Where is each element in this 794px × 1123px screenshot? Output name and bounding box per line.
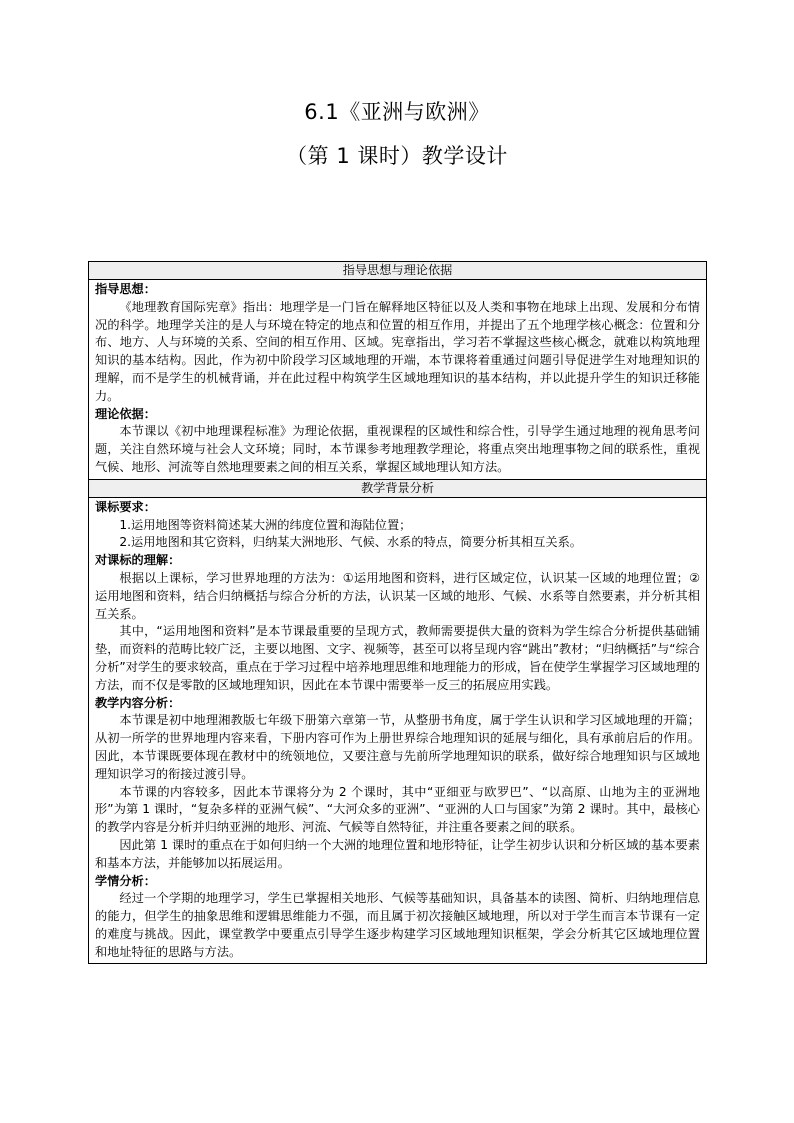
content-paragraph: 因此第 1 课时的重点在于如何归纳一个大洲的地理位置和地形特征，让学生初步认识和分析区域的基本要素和基本方法，并能够加以拓展运用。 xyxy=(95,837,700,870)
content-paragraph: 本节课是初中地理湘教版七年级下册第六章第一节，从整册书角度，属于学生认识和学习区域地理的开篇；从初一所学的世界地理内容来看，下册内容可作为上册世界综合地理知识的延展与细化，具有承前启后的作用。因此，本节课既要体现在教材中的统领地位，又要注意与先前所学地理知识的联系，做好综合地理知识与区域地理知识学习的衔接过渡引导。 xyxy=(95,713,700,781)
understanding-paragraph: 其中，“运用地图和资料”是本节课最重要的呈现方式，教师需要提供大量的资料为学生综合分析提供基础铺垫，而资料的范畴比较广泛，主要以地图、文字、视频等，甚至可以将呈现内容“跳出”教材；“归纳概括”与“综合分析”对学生的要求较高，重点在于学习过程中培养地理思维和地理能力的形成，旨在使学生掌握学习区域地理的方法，而不仅是零散的区域地理知识，因此在本节课中需要举一反三的拓展应用实践。 xyxy=(95,624,700,692)
requirement-item: 2.运用地图和其它资料，归纳某大洲地形、气候、水系的特点，简要分析其相互关系。 xyxy=(119,535,582,550)
document-subtitle: （第 1 课时）教学设计 xyxy=(286,144,508,168)
section-body-background xyxy=(89,497,707,964)
guiding-heading: 指导思想： xyxy=(95,282,156,296)
content-paragraph: 本节课的内容较多，因此本节课将分为 2 个课时，其中“亚细亚与欧罗巴”、“以高原、山地为主的亚洲地形”为第 1 课时，“复杂多样的亚洲气候”、“大河众多的亚洲”、“亚洲的人口与国家”为第 2 课时。其中，最核心的教学内容是分析并归纳亚洲的地形、河流、气候等自然特征，并注重各要素之间的联系。 xyxy=(95,784,700,835)
design-table xyxy=(88,261,707,964)
section-header-background: 教学背景分析 xyxy=(89,479,707,497)
curriculum-understanding-heading: 对课标的理解： xyxy=(95,553,181,568)
requirement-item: 1.运用地图等资料简述某大洲的纬度位置和海陆位置； xyxy=(119,517,412,532)
theory-paragraph: 本节课以《初中地理课程标准》为理论依据，重视课程的区域性和综合性，引导学生通过地理的视角思考问题，关注自然环境与社会人文环境；同时，本节课参考地理教学理论，将重点突出地理事物之间的联系性，重视气候、地形、河流等自然地理要素之间的相互关系，掌握区域地理认知方法。 xyxy=(95,424,700,474)
learner-paragraph: 经过一个学期的地理学习，学生已掌握相关地形、气候等基础知识，具备基本的读图、简析、归纳地理信息的能力，但学生的抽象思维和逻辑思维能力不强，而且属于初次接触区域地理，所以对于学生而言本节课有一定的难度与挑战。因此，课堂教学中要重点引导学生逐步构建学习区域地理知识框架，学会分析其它区域地理位置和地址特征的思路与方法。 xyxy=(95,891,700,959)
section-body-guiding xyxy=(89,280,707,480)
guiding-paragraph: 《地理教育国际宪章》指出：地理学是一门旨在解释地区特征以及人类和事物在地球上出现、发展和分布情况的科学。地理学关注的是人与环境在特定的地点和位置的相互作用，并提出了五个地理学核心概念：位置和分布、地方、人与环境的关系、空间的相互作用、区域。宪章指出，学习若不掌握这些核心概念，就难以构筑地理知识的基本结构。因此，作为初中阶段学习区域地理的开端，本节课将着重通过问题引导促进学生对地理知识的理解，而不是学生的机械背诵，并在此过程中构筑学生区域地理知识的基本结构，并以此提升学生的知识迁移能力。 xyxy=(95,299,700,403)
curriculum-requirement-heading: 课标要求： xyxy=(95,499,156,514)
section-header-guiding: 指导思想与理论依据 xyxy=(89,262,707,280)
content-analysis-heading: 教学内容分析： xyxy=(95,695,181,710)
learner-analysis-heading: 学情分析： xyxy=(95,873,156,888)
theory-heading: 理论依据： xyxy=(95,406,156,421)
understanding-paragraph: 根据以上课标，学习世界地理的方法为：①运用地图和资料，进行区域定位，认识某一区域的地理位置；②运用地图和资料，结合归纳概括与综合分析的方法，认识某一区域的地形、气候、水系等自然要素，并分析其相互关系。 xyxy=(95,570,700,621)
document-title: 6.1《亚洲与欧洲》 xyxy=(304,100,490,124)
